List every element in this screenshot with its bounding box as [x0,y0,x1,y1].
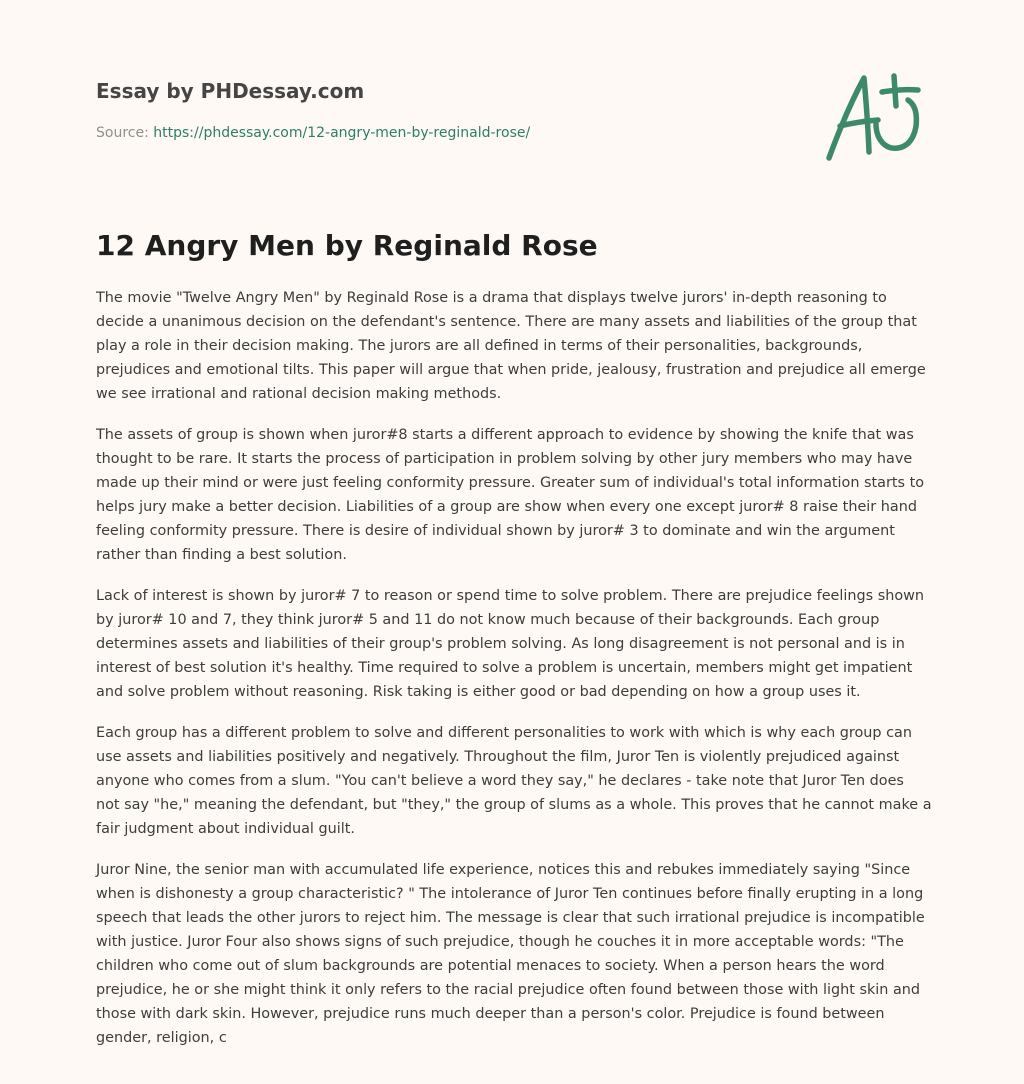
source-label: Source: [96,125,149,141]
essay-paragraph-4: Each group has a different problem to solve and different personalities to work with which is why each group can use assets and liabilities positively and negatively. Throughout the film, Juror Ten is violently prejudiced against anyone who comes from a slum. "You can't believe a word they say," he declares - take note that Juror Ten does not say "he," meaning the defendant, but "they," the group of slums as a whole. This proves that he cannot make a fair judgment about individual guilt. [96,725,932,837]
site-brand: Essay by PHDessay.com [96,79,365,103]
essay-body [96,286,932,1067]
source-link[interactable]: https://phdessay.com/12-angry-men-by-reginald-rose/ [153,125,531,141]
source-line [96,123,530,143]
a-plus-grade-icon [820,66,930,166]
essay-title: 12 Angry Men by Reginald Rose [96,229,598,262]
essay-paragraph-3: Lack of interest is shown by juror# 7 to reason or spend time to solve problem. There are prejudice feelings shown by juror# 10 and 7, they think juror# 5 and 11 do not know much because of their backgrounds. Each group determines assets and liabilities of their group's problem solving. As long disagreement is not personal and is in interest of best solution it's healthy. Time required to solve a problem is uncertain, members might get impatient and solve problem without reasoning. Risk taking is either good or bad depending on how a group uses it. [96,588,925,700]
essay-paragraph-2: The assets of group is shown when juror#8 starts a different approach to evidence by showing the knife that was thought to be rare. It starts the process of participation in problem solving by other jury members who may have made up their mind or were just feeling conformity pressure. Greater sum of individual's total information starts to helps jury make a better decision. Liabilities of a group are show when every one except juror# 8 raise their hand feeling conformity pressure. There is desire of individual shown by juror# 3 to dominate and win the argument rather than finding a best solution. [96,427,925,563]
essay-paragraph-1: The movie "Twelve Angry Men" by Reginald Rose is a drama that displays twelve jurors' in-depth reasoning to decide a unanimous decision on the defendant's sentence. There are many assets and liabilities of the group that play a role in their decision making. The jurors are all defined in terms of their personalities, backgrounds, prejudices and emotional tilts. This paper will argue that when pride, jealousy, frustration and prejudice all emerge we see irrational and rational decision making methods. [96,290,926,402]
essay-paragraph-5: Juror Nine, the senior man with accumulated life experience, notices this and rebukes immediately saying "Since when is dishonesty a group characteristic? " The intolerance of Juror Ten continues before finally erupting in a long speech that leads the other jurors to reject him. The message is clear that such irrational prejudice is incompatible with justice. Juror Four also shows signs of such prejudice, though he couches it in more acceptable words: "The children who come out of slum backgrounds are potential menaces to society. When a person hears the word prejudice, he or she might think it only refers to the racial prejudice often found between those with light skin and those with dark skin. However, prejudice runs much deeper than a person's color. Prejudice is found between gender, religion, c [96,862,925,1046]
